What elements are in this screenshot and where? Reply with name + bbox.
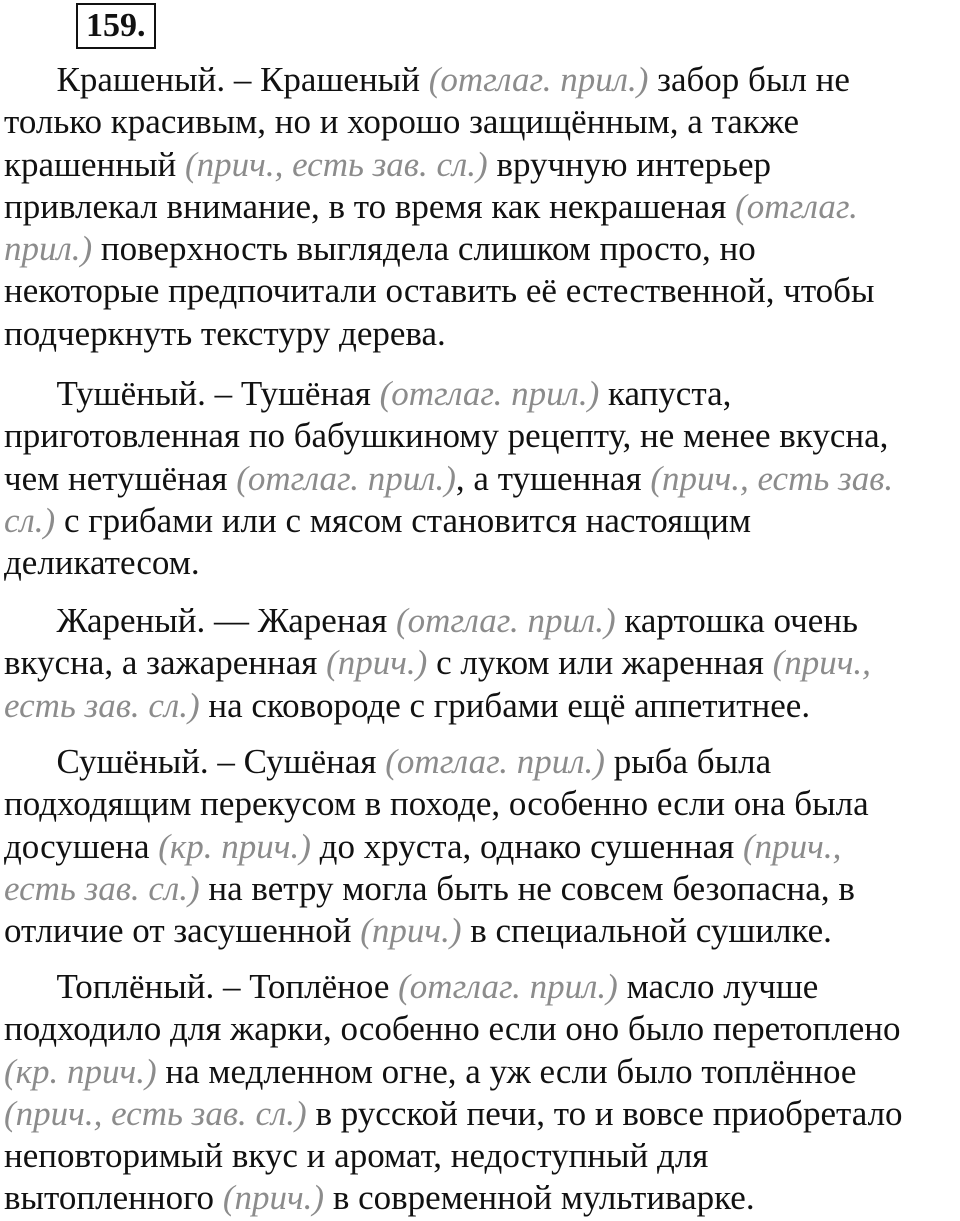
text-segment: подходило для жарки, особенно если оно было перетоплено — [4, 1009, 901, 1049]
text-segment: в специальной сушилке. — [461, 911, 832, 951]
grammar-note: (кр. прич.) — [158, 826, 311, 866]
text-line — [4, 1051, 956, 1093]
text-line — [4, 458, 956, 500]
grammar-note: (прич.) — [222, 1178, 325, 1218]
text-line — [4, 228, 956, 270]
grammar-note: (прич., — [772, 643, 871, 683]
paragraph-tushyony — [4, 373, 956, 584]
text-line — [4, 741, 956, 783]
text-line — [4, 600, 956, 642]
text-segment: в русской печи, то и вовсе приобретало — [306, 1093, 903, 1133]
text-line — [4, 415, 956, 457]
text-segment: вручную интерьер — [487, 144, 772, 184]
text-segment: подходящим перекусом в походе, особенно если она была — [4, 784, 869, 824]
text-line — [4, 186, 956, 228]
text-segment: неповторимый вкус и аромат, недоступный для — [4, 1136, 709, 1176]
grammar-note: (прич., — [743, 826, 842, 866]
text-segment: с луком или жаренная — [427, 643, 773, 683]
text-line — [4, 313, 956, 355]
text-segment: на медленном огне, а уж если было топлённое — [156, 1051, 857, 1091]
text-line — [4, 542, 956, 584]
grammar-note: прил.) — [4, 229, 93, 269]
paragraph-sushyony — [4, 741, 956, 952]
text-line — [4, 144, 956, 186]
text-line — [4, 685, 956, 727]
text-line — [4, 373, 956, 415]
grammar-note: (отглаг. прил.) — [398, 967, 618, 1006]
grammar-note: (кр. прич.) — [4, 1051, 157, 1091]
text-segment: картошка очень — [615, 601, 858, 640]
text-segment: вытопленного — [4, 1178, 223, 1218]
text-line — [4, 868, 956, 910]
text-line — [4, 1093, 956, 1135]
paragraph-krasheny — [4, 59, 956, 355]
grammar-note: (отглаг. прил.) — [379, 374, 600, 413]
text-line — [4, 966, 956, 1008]
text-segment: Сушёный. – Сушёная — [4, 742, 386, 781]
text-segment: некоторые предпочитали оставить её естественной, чтобы — [4, 271, 875, 311]
grammar-note: (отглаг. прил.) — [236, 458, 456, 498]
text-line — [4, 270, 956, 312]
text-segment: Тушёный. – Тушёная — [4, 374, 380, 413]
text-line — [4, 1008, 956, 1050]
text-segment: на ветру могла быть не совсем безопасна, в — [199, 868, 855, 908]
paragraph-toplyony — [4, 966, 956, 1220]
grammar-note: (отглаг. прил.) — [385, 742, 605, 781]
paragraph-zhareny — [4, 600, 956, 727]
grammar-note: (отглаг. — [735, 186, 858, 226]
grammar-note: есть зав. сл.) — [4, 868, 200, 908]
grammar-note: (прич.) — [360, 911, 462, 951]
text-line — [4, 1135, 956, 1177]
text-line — [4, 826, 956, 868]
text-segment: Крашеный. – Крашеный — [4, 60, 429, 99]
text-segment: масло лучше — [617, 967, 819, 1006]
text-segment: капуста, — [599, 374, 732, 413]
text-segment: поверхность выглядела слишком просто, но — [92, 229, 756, 269]
text-line — [4, 642, 956, 684]
exercise-number: 159. — [76, 3, 156, 49]
grammar-note: (прич., есть зав. сл.) — [4, 1093, 307, 1133]
grammar-note: (прич.) — [326, 643, 428, 683]
text-segment: только красивым, но и хорошо защищённым, а также — [4, 102, 800, 142]
text-segment: забор был не — [648, 60, 850, 99]
text-line — [4, 1177, 956, 1219]
text-segment: на сковороде с грибами ещё аппетитнее. — [199, 685, 811, 725]
grammar-note: (прич., есть зав. сл.) — [184, 144, 488, 184]
text-segment: Топлёный. – Топлёное — [4, 967, 399, 1006]
grammar-note: (прич., есть зав. — [650, 458, 894, 498]
text-segment: отличие от засушенной — [4, 911, 361, 951]
text-line — [4, 101, 956, 143]
text-segment: привлекал внимание, в то время как некрашеная — [4, 186, 736, 226]
text-segment: подчеркнуть текстуру дерева. — [4, 313, 446, 353]
grammar-note: (отглаг. прил.) — [395, 601, 616, 640]
text-segment: досушена — [4, 826, 159, 866]
text-segment: крашенный — [4, 144, 185, 184]
text-line — [4, 783, 956, 825]
text-line — [4, 910, 956, 952]
text-segment: с грибами или с мясом становится настоящим — [55, 500, 752, 540]
text-segment: деликатесом. — [4, 543, 200, 583]
text-segment: рыба была — [604, 742, 772, 781]
grammar-note: есть зав. сл.) — [4, 685, 200, 725]
text-segment: до хруста, однако сушенная — [310, 826, 743, 866]
text-segment: чем нетушёная — [4, 458, 237, 498]
grammar-note: (отглаг. прил.) — [428, 60, 649, 99]
text-segment: Жареный. — Жареная — [4, 601, 396, 640]
text-line — [4, 59, 956, 101]
text-segment: вкусна, а зажаренная — [4, 643, 327, 683]
text-segment: в современной мультиварке. — [324, 1178, 755, 1218]
text-segment: приготовленная по бабушкиному рецепту, не менее вкусна, — [4, 416, 889, 456]
text-segment: , а тушенная — [455, 458, 651, 498]
text-line — [4, 500, 956, 542]
grammar-note: сл.) — [4, 500, 56, 540]
